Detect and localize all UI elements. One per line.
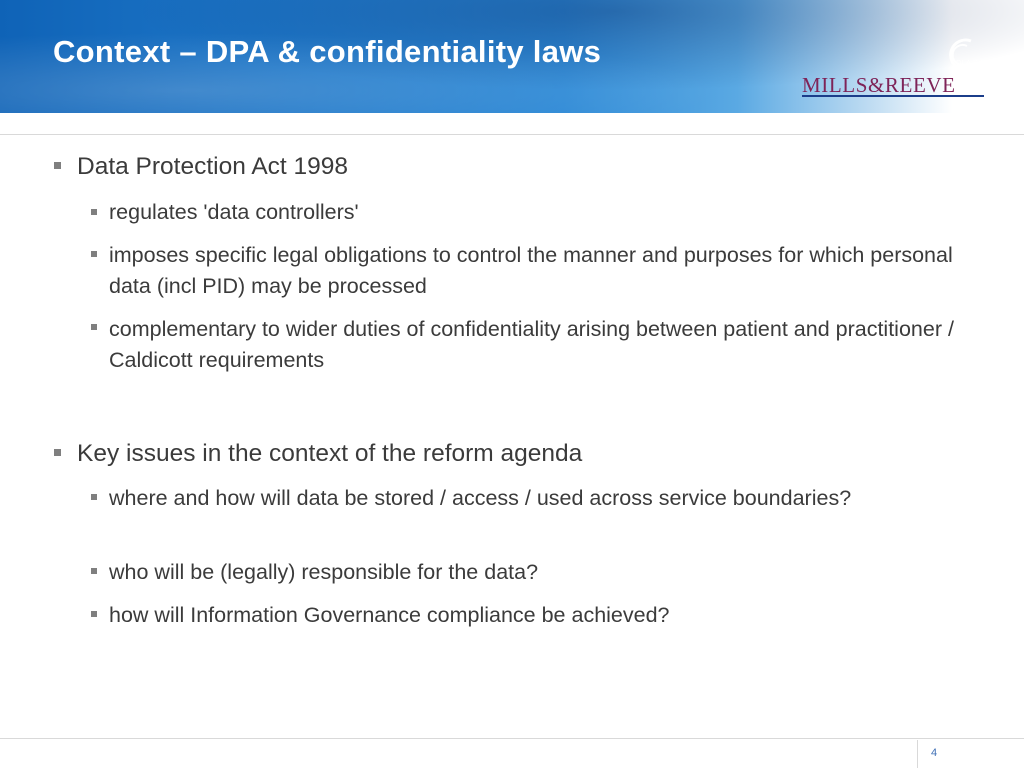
sub-bullet-icon	[91, 611, 97, 617]
mills-reeve-logo	[802, 75, 984, 97]
sub-bullet-icon	[91, 251, 97, 257]
sub-bullet-icon	[91, 568, 97, 574]
section-heading: Key issues in the context of the reform agenda	[77, 440, 583, 467]
section-heading: Data Protection Act 1998	[77, 153, 349, 180]
list-item: imposes specific legal obligations to control the manner and purposes for which personal data (incl PID) may be processed	[109, 243, 953, 298]
dla-piper-logo-icon	[945, 37, 981, 73]
bullet-icon	[54, 449, 61, 456]
list-item: regulates 'data controllers'	[109, 200, 359, 224]
dla-piper-logo-text: DLA PIPER	[956, 58, 997, 67]
list-item: complementary to wider duties of confidentiality arising between patient and practitioner / Caldicott requirements	[109, 317, 954, 372]
sub-bullet-icon	[91, 324, 97, 330]
footer-separator	[917, 740, 918, 768]
sub-bullet-icon	[91, 494, 97, 500]
sub-bullet-icon	[91, 209, 97, 215]
page-number: 4	[931, 747, 938, 759]
footer-divider	[0, 738, 1024, 739]
list-item: where and how will data be stored / access / used across service boundaries?	[109, 486, 852, 510]
bullet-icon	[54, 162, 61, 169]
header-divider	[0, 134, 1024, 135]
mills-reeve-logo-text: MILLS&REEVE	[802, 73, 956, 97]
list-item: who will be (legally) responsible for the data?	[109, 560, 539, 584]
slide-title: Context – DPA & confidentiality laws	[53, 34, 602, 69]
header-banner	[0, 0, 1024, 113]
list-item: how will Information Governance compliance be achieved?	[109, 603, 670, 627]
